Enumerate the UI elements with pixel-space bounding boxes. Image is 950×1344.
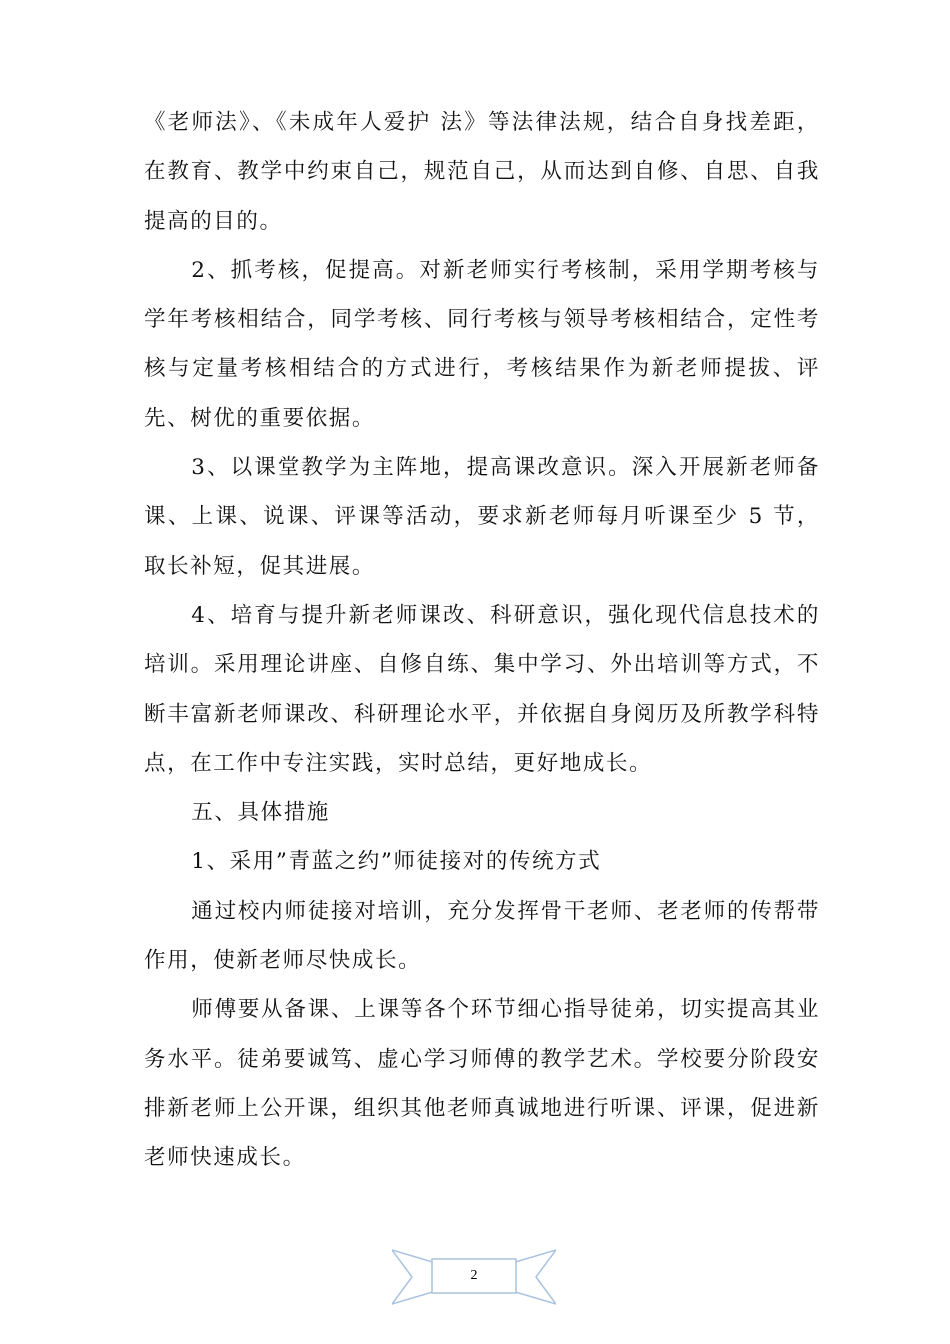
section-heading: 五、具体措施 [191, 800, 330, 826]
paragraph-item-3: 3、以课堂教学为主阵地，提高课改意识。深入开展新老师备课、上课、说课、评课等活动，要求新老师每月听课至少 5 节，取长补短，促其进展。 [144, 455, 820, 579]
subheading-measure-1: 1、采用”青蓝之约”师徒接对的传统方式 [191, 849, 602, 875]
document-body [144, 98, 820, 1183]
paragraph-continuation: 《老师法》、《未成年人爱护 法》等法律法规，结合自身找差距，在教育、教学中约束自己，规范自己，从而达到自修、自思、自我提高的目的。 [144, 110, 820, 234]
paragraph-item-2: 2、抓考核，促提高。对新老师实行考核制，采用学期考核与学年考核相结合，同学考核、同行考核与领导考核相结合，定性考核与定量考核相结合的方式进行，考核结果作为新老师提拔、评先、树优的重要依据。 [144, 257, 820, 431]
paragraph-mentoring: 通过校内师徒接对培训，充分发挥骨干老师、老老师的传帮带作用，使新老师尽快成长。 [144, 898, 820, 974]
page-number: 2 [470, 1268, 478, 1283]
paragraph-item-4: 4、培育与提升新老师课改、科研意识，强化现代信息技术的培训。采用理论讲座、自修自练、集中学习、外出培训等方式，不断丰富新老师课改、科研理论水平，并依据自身阅历及所教学科特点，在工作中专注实践，实时总结，更好地成长。 [144, 602, 820, 776]
paragraph-master-guidance: 师傅要从备课、上课等各个环节细心指导徒弟，切实提高其业务水平。徒弟要诚笃、虚心学习师傅的教学艺术。学校要分阶段安排新老师上公开课，组织其他老师真诚地进行听课、评课，促进新老师快速成长。 [144, 997, 820, 1171]
page-footer [392, 1245, 556, 1309]
